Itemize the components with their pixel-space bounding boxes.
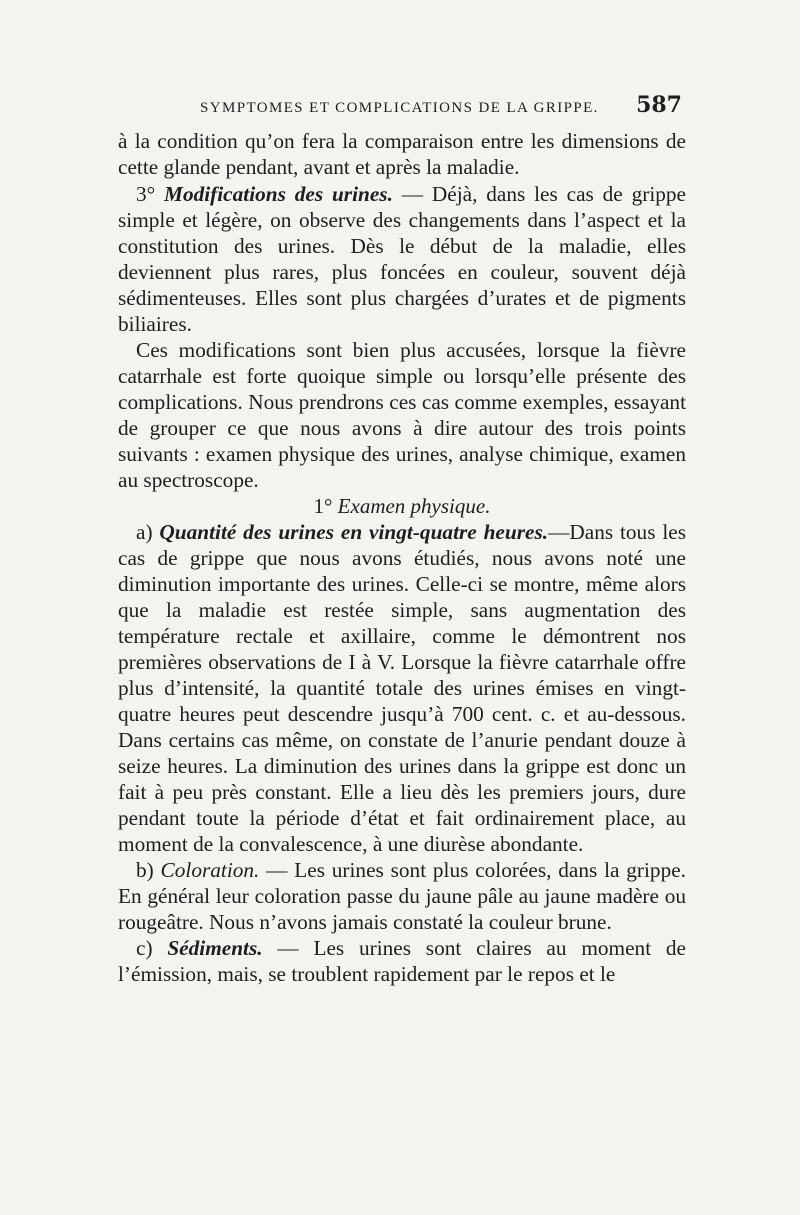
item-label: c) (136, 936, 153, 960)
subheading-title: Examen physique. (337, 494, 491, 518)
item-label: b) (136, 858, 154, 882)
running-head: SYMPTOMES ET COMPLICATIONS DE LA GRIPPE. (200, 100, 599, 116)
page-number: 587 (636, 92, 682, 118)
item-title: Coloration. (160, 858, 260, 882)
section-title: Modifications des urines. (164, 182, 393, 206)
section-number: 3° (136, 182, 156, 206)
paragraph-urine-modifications (118, 181, 686, 337)
subheading-number: 1° (313, 494, 333, 518)
item-label: a) (136, 520, 153, 544)
paragraph-text: —Dans tous les cas de grippe que nous avons étudiés, nous avons noté une diminution importante des urines. Celle-ci se montre, même alors que la maladie est restée simple, sans augmentation des température rectale et axillaire, comme le démontrent nos premières observations de I à V. Lorsque la fièvre catarrhale offre plus d’intensité, la quantité totale des urines émises en vingt-quatre heures peut descendre jusqu’à 700 cent. c. et au-dessous. Dans certains cas même, on constate de l’anurie pendant douze à seize heures. La diminution des urines dans la grippe est donc un fait à peu près constant. Elle a lieu dès les premiers jours, dure pendant toute la période d’état et fait ordinairement place, au moment de la convalescence, à une diurèse abondante. (118, 520, 687, 856)
paragraph-sediments (118, 935, 686, 987)
subheading (118, 493, 686, 519)
paragraph-continuation (118, 128, 686, 180)
body-text (118, 128, 686, 987)
paragraph-coloration (118, 857, 686, 935)
paragraph-text: — Les urines sont plus colorées, dans la grippe. En général leur coloration passe du jaune pâle au jaune madère ou rougeâtre. Nous n’avons jamais constaté la couleur brune. (118, 858, 686, 934)
paragraph-modifications (118, 337, 686, 493)
item-title: Sédiments. (167, 936, 263, 960)
paragraph-quantity (118, 519, 686, 857)
page-header (118, 92, 682, 118)
paragraph-text: — Déjà, dans les cas de grippe simple et légère, on observe des changements dans l’aspect et la constitution des urines. Dès le début de la maladie, elles deviennent plus rares, plus foncées en couleur, souvent déjà sédimenteuses. Elles sont plus chargées d’urates et de pigments biliaires. (118, 182, 686, 336)
paragraph-text: à la condition qu’on fera la comparaison entre les dimensions de cette glande pendant, avant et après la maladie. (118, 129, 686, 179)
item-title: Quantité des urines en vingt-quatre heures. (159, 520, 549, 544)
paragraph-text: — Les urines sont claires au moment de l’émission, mais, se troublent rapidement par le repos et le (118, 936, 686, 986)
paragraph-text: Ces modifications sont bien plus accusées, lorsque la fièvre catarrhale est forte quoique simple ou lorsqu’elle présente des complications. Nous prendrons ces cas comme exemples, essayant de grouper ce que nous avons à dire autour des trois points suivants : examen physique des urines, analyse chimique, examen au spectroscope. (118, 338, 686, 492)
